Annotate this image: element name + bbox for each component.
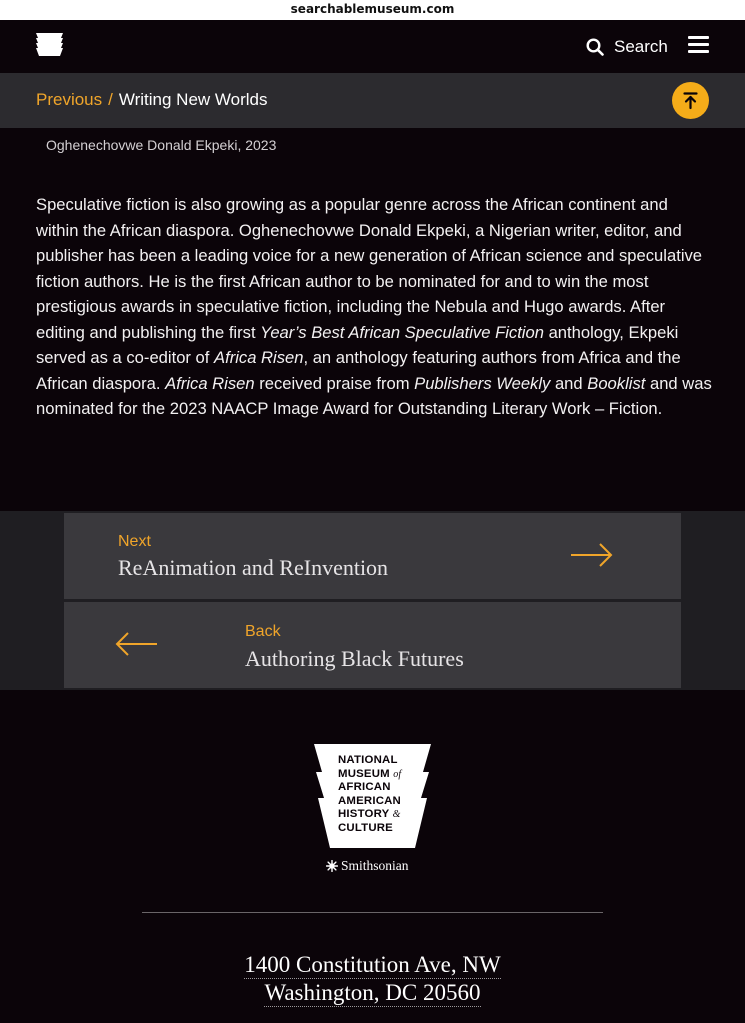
smithsonian-label: Smithsonian	[341, 858, 409, 873]
museum-logo-icon[interactable]	[36, 33, 63, 56]
publication-name: Booklist	[587, 373, 646, 393]
address-line-1[interactable]: 1400 Constitution Ave, NW	[244, 952, 501, 977]
back-section-link[interactable]	[64, 602, 681, 688]
arrow-right-icon	[570, 542, 614, 568]
site-header	[0, 20, 745, 73]
search-button[interactable]	[586, 34, 668, 60]
breadcrumb-previous-link[interactable]: Previous	[36, 90, 103, 109]
breadcrumb-separator: /	[108, 90, 113, 109]
book-title: Africa Risen	[165, 373, 255, 393]
back-label: Back	[245, 623, 281, 640]
breadcrumb-current: Writing New Worlds	[118, 90, 268, 109]
back-to-top-button[interactable]	[672, 82, 709, 119]
smithsonian-sunburst-icon	[326, 860, 338, 872]
browser-url-bar[interactable]	[0, 0, 745, 20]
arrow-up-to-top-icon	[672, 82, 709, 119]
museum-address	[0, 951, 745, 1007]
url-text: searchablemuseum.com	[290, 2, 455, 16]
hamburger-menu-icon[interactable]	[688, 36, 709, 56]
book-title: Africa Risen	[214, 348, 304, 367]
address-line-2[interactable]: Washington, DC 20560	[264, 980, 481, 1005]
search-label: Search	[614, 37, 668, 56]
next-title: ReAnimation and ReInvention	[118, 555, 389, 580]
article-paragraph: Speculative fiction is also growing as a popular genre across the African continent and within the African diaspora. Oghenechovwe Donald Ekpeki, a Nigerian writer, editor, and publisher has been a leading voice for a new generation of African science and speculative fiction authors. He is the first African author to be nominated for and to win the most prestigious awards in speculative fiction, including the Nebula and Hugo awards. After editing and publishing the first Year’s Best African Speculative Fiction anthology, Ekpeki served as a co-editor of Africa Risen, an anthology featuring authors from Africa and the African diaspora. Africa Risen received praise from Publishers Weekly and Booklist and was nominated for the 2023 NAACP Image Award for Outstanding Literary Work – Fiction.	[36, 195, 712, 418]
book-title: Year’s Best African Speculative Fiction	[260, 322, 544, 342]
search-icon	[586, 38, 604, 56]
back-title: Authoring Black Futures	[245, 646, 464, 671]
smithsonian-logo[interactable]	[326, 858, 409, 874]
next-label: Next	[118, 533, 151, 550]
image-caption: Oghenechovwe Donald Ekpeki, 2023	[46, 137, 277, 153]
publication-name: Publishers Weekly	[414, 373, 551, 393]
nmaahc-logo[interactable]	[314, 744, 431, 848]
footer-divider	[142, 912, 603, 913]
nmaahc-logo-text: NATIONAL MUSEUM of AFRICAN AMERICAN HISTORY & CULTURE	[338, 754, 402, 834]
arrow-left-icon	[114, 631, 158, 657]
breadcrumb	[0, 73, 745, 128]
next-section-link[interactable]	[64, 513, 681, 599]
